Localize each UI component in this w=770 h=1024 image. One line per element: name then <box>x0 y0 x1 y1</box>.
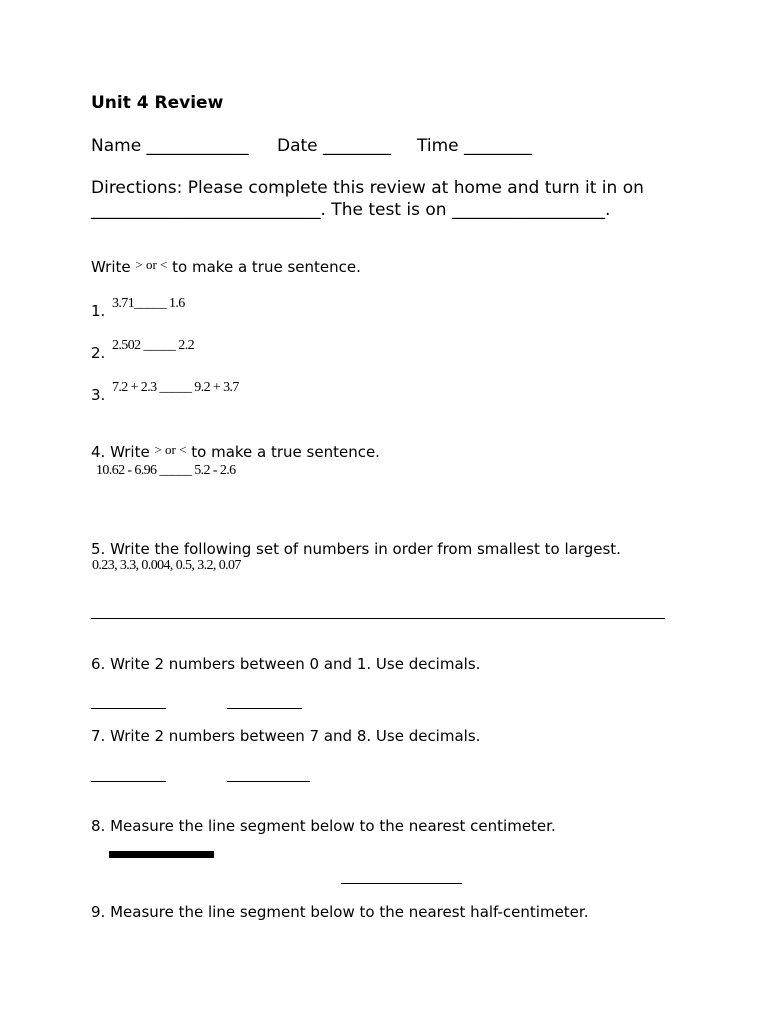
comparison-symbols: > or < <box>135 257 168 272</box>
item-3-number: 3. <box>91 386 106 404</box>
item-2-expression: 2.502 _____ 2.2 <box>112 338 195 353</box>
directions-line-1: Directions: Please complete this review at home and turn it in on <box>91 178 644 198</box>
instruction-end: to make a true sentence. <box>172 258 361 276</box>
question-9: 9. Measure the line segment below to the nearest half-centimeter. <box>91 903 589 921</box>
answer-line <box>341 883 462 884</box>
comparison-symbols: > or < <box>154 442 187 457</box>
answer-line <box>227 781 310 782</box>
question-5: 5. Write the following set of numbers in order from smallest to largest. <box>91 540 621 558</box>
question-6: 6. Write 2 numbers between 0 and 1. Use decimals. <box>91 655 481 673</box>
answer-line <box>91 618 665 619</box>
item-2-number: 2. <box>91 344 106 362</box>
name-field-label: Name ____________ <box>91 136 249 156</box>
question-5-numbers: 0.23, 3.3, 0.004, 0.5, 3.2, 0.07 <box>92 558 241 573</box>
instruction-word: Write <box>91 258 131 276</box>
question-4-suffix: to make a true sentence. <box>191 443 380 461</box>
item-3-expression: 7.2 + 2.3 _____ 9.2 + 3.7 <box>112 380 239 395</box>
section1-instruction <box>91 258 361 276</box>
answer-line <box>91 781 166 782</box>
item-1-number: 1. <box>91 302 106 320</box>
answer-line <box>91 708 166 709</box>
question-4 <box>91 443 380 461</box>
question-4-prefix: 4. Write <box>91 443 150 461</box>
time-field-label: Time ________ <box>417 136 533 156</box>
question-4-expression: 10.62 - 6.96 _____ 5.2 - 2.6 <box>96 463 236 478</box>
question-7: 7. Write 2 numbers between 7 and 8. Use decimals. <box>91 727 481 745</box>
page-title: Unit 4 Review <box>91 93 224 113</box>
line-segment <box>109 851 214 858</box>
directions-line-2: ___________________________. The test is on __________________. <box>91 200 611 220</box>
item-1-expression: 3.71_____ 1.6 <box>112 296 185 311</box>
date-field-label: Date ________ <box>277 136 392 156</box>
answer-line <box>227 708 302 709</box>
question-8: 8. Measure the line segment below to the nearest centimeter. <box>91 817 556 835</box>
